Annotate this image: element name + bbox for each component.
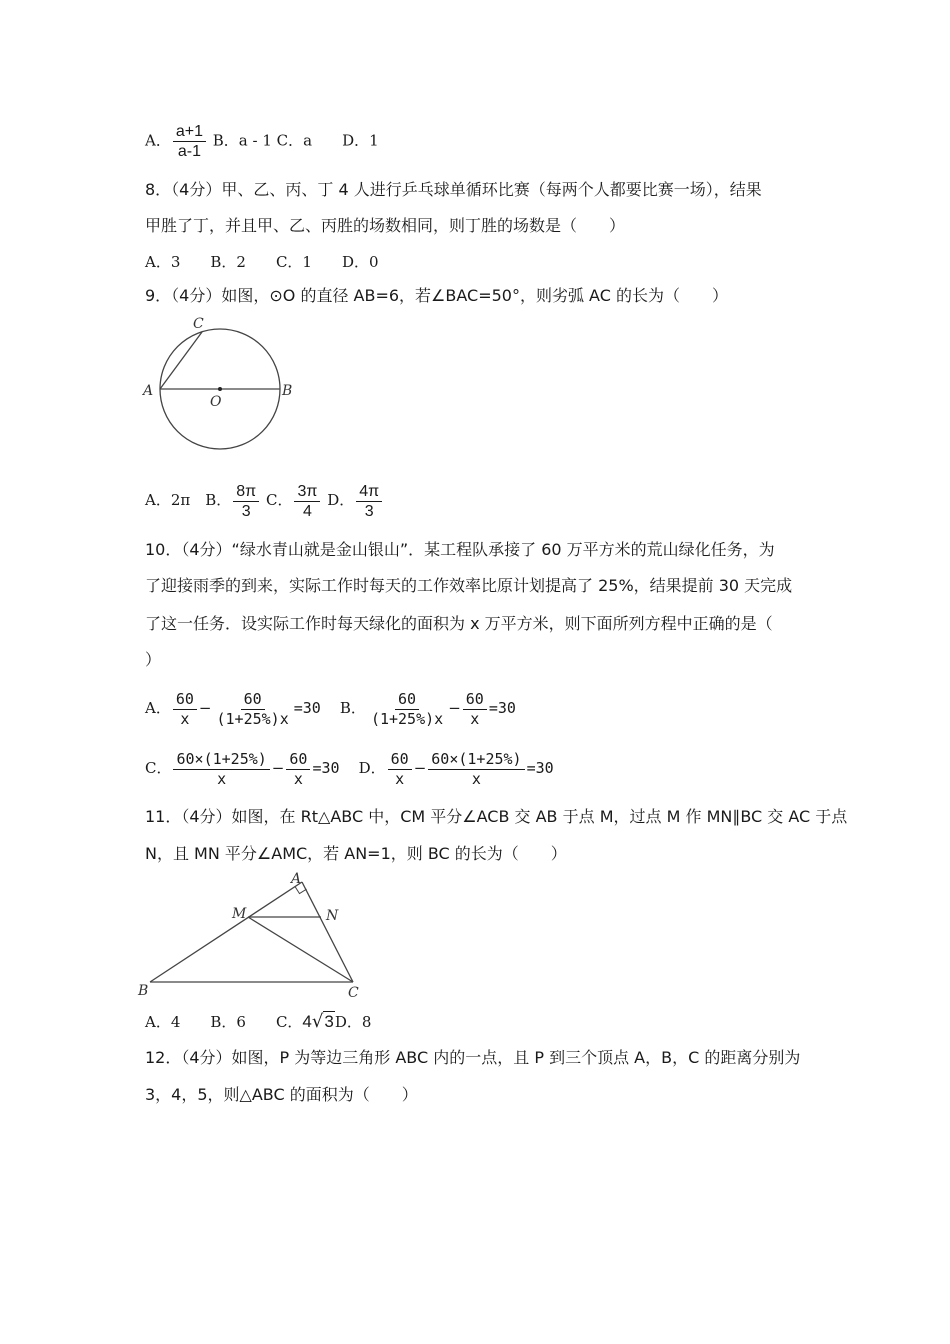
q9-circle-figure xyxy=(140,312,300,462)
label-a: A xyxy=(143,383,154,399)
q10-options-cd: C． $\frac{60\times(1+25\%)}{x}$ − $\frac{60}{x}$ =30 D． $\frac{60}{x}$ − $\frac{60\times(1+25\%)}{x}$ =30 xyxy=(145,749,554,788)
q10-options-ab: A． $\frac{60}{x}$ − $\frac{60}{(1+25\%)x}$ =30 B． $\frac{60}{(1+25\%)x}$ − $\frac{60}{x}$ =30 xyxy=(145,689,516,728)
q9-frac-d: $\frac{4\pi}{3}$ xyxy=(356,482,382,521)
q10-text-line4: ） xyxy=(145,650,162,669)
q12-text-line2: 3，4，5，则△ABC 的面积为（ ） xyxy=(145,1085,418,1104)
q10-text-line2: 了迎接雨季的到来，实际工作时每天的工作效率比原计划提高了 25%，结果提前 30 天完成 xyxy=(145,576,793,595)
center-point xyxy=(218,387,222,391)
label-o: O xyxy=(210,394,222,410)
side-ab xyxy=(150,882,302,982)
q9-frac-b: $\frac{8\pi}{3}$ xyxy=(233,482,259,521)
segment-cm xyxy=(248,917,353,982)
label-a: A xyxy=(291,871,302,887)
label-b: B xyxy=(138,983,149,999)
q11-radicand: 3 xyxy=(324,1012,334,1031)
label-b: B xyxy=(282,383,293,399)
q10-text-line3: 了这一任务．设实际工作时每天绿化的面积为 x 万平方米，则下面所列方程中正确的是（ xyxy=(145,614,773,633)
side-ac xyxy=(302,882,353,982)
label-m: M xyxy=(232,906,247,922)
label-c: C xyxy=(193,316,204,332)
q8-options: A．3 B．2 C．1 D．0 xyxy=(145,253,379,271)
q9-frac-c: $\frac{3\pi}{4}$ xyxy=(294,482,320,521)
q9-text-line1: 9．（4分）如图，⊙O 的直径 AB=6，若∠BAC=50°，则劣弧 AC 的长为（ ） xyxy=(145,286,728,305)
chord-ac xyxy=(160,332,202,389)
q12-text-line1: 12．（4分）如图，P 为等边三角形 ABC 内的一点，且 P 到三个顶点 A，B，C 的距离分别为 xyxy=(145,1048,801,1067)
q10-text-line1: 10．（4分）“绿水青山就是金山银山”．某工程队承接了 60 万平方米的荒山绿化任务，为 xyxy=(145,540,775,559)
q9-options: A．2π B． $\frac{8\pi}{3}$ C． $\frac{3\pi}{4}$ D． $\frac{4\pi}{3}$ xyxy=(145,480,384,521)
q7-options: A． $\frac{a+1}{a-1}$ B．a - 1 C．a D．1 xyxy=(145,123,379,160)
q7-fraction: $\frac{a+1}{a-1}$ xyxy=(173,122,206,161)
q8-text-line2: 甲胜了丁，并且甲、乙、丙胜的场数相同，则丁胜的场数是（ ） xyxy=(145,216,626,235)
label-n: N xyxy=(326,908,339,924)
q11-options: A．4 B．6 C．4√3D．8 xyxy=(145,1011,372,1032)
q8-text-line1: 8．（4分）甲、乙、丙、丁 4 人进行乒乓球单循环比赛（每两个人都要比赛一场），结果 xyxy=(145,180,762,199)
q11-triangle-figure xyxy=(140,870,370,1002)
q11-text-line2: N，且 MN 平分∠AMC，若 AN=1，则 BC 的长为（ ） xyxy=(145,844,567,863)
q11-text-line1: 11．（4分）如图，在 Rt△ABC 中，CM 平分∠ACB 交 AB 于点 M，过点 M 作 MN∥BC 交 AC 于点 xyxy=(145,807,848,826)
label-c: C xyxy=(348,985,359,1001)
